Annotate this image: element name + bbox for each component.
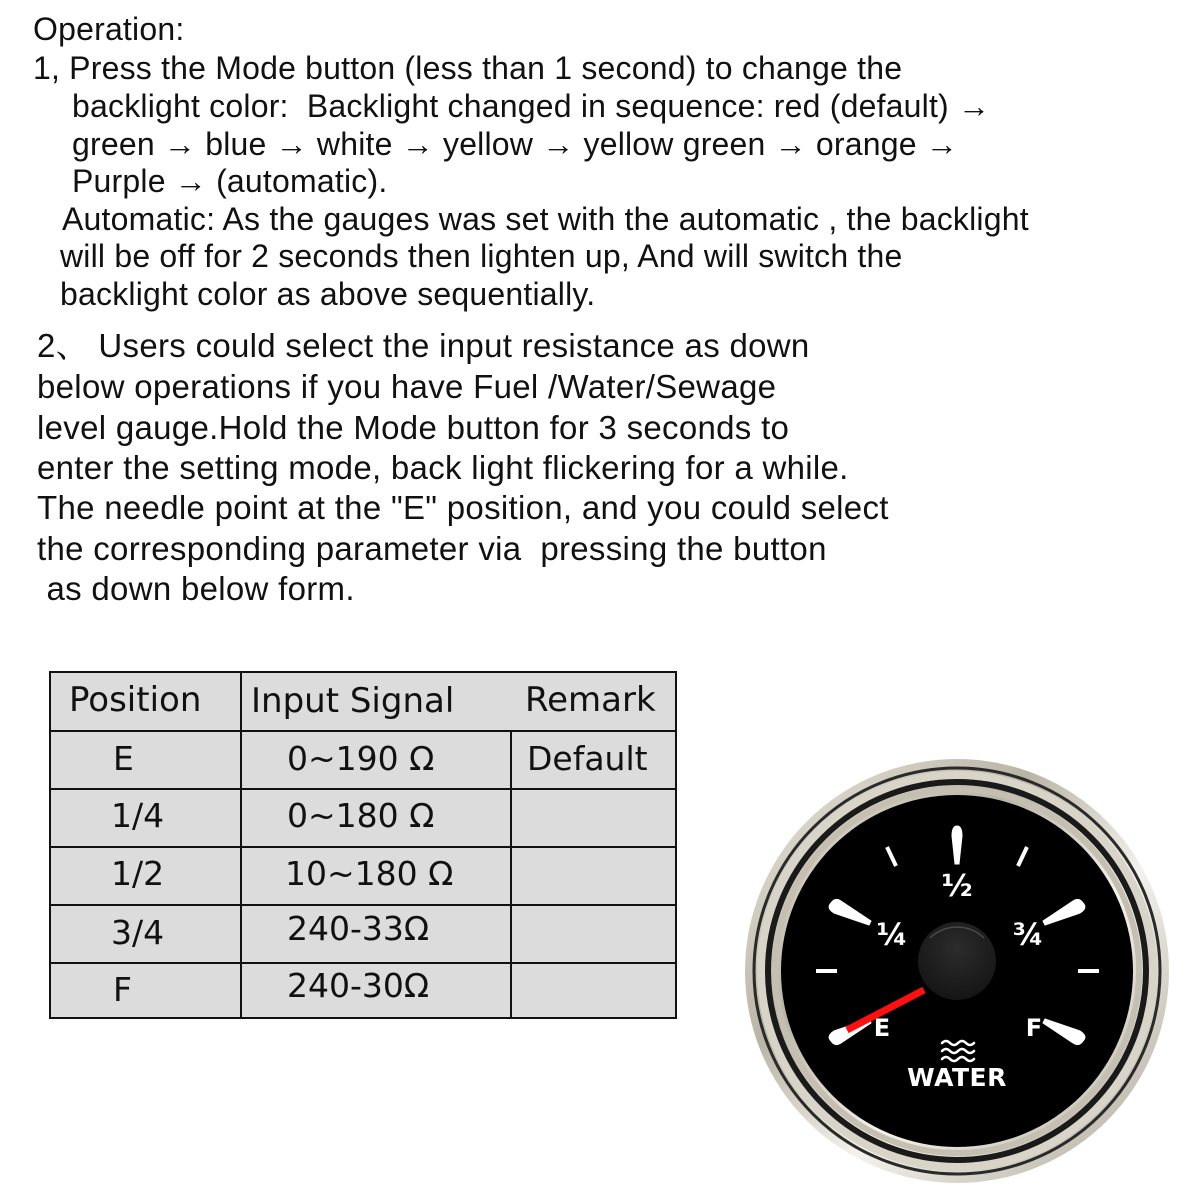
section-2-line: The needle point at the "E" position, and you could select (37, 489, 889, 526)
label-full: F (1025, 1014, 1043, 1042)
section-1-line: backlight color as above sequentially. (60, 276, 596, 312)
cell-position: 1/4 (111, 796, 165, 835)
cell-input-signal: 10~180 Ω (285, 854, 454, 893)
cell-position: 3/4 (111, 913, 165, 952)
table-header-remark: Remark (525, 680, 656, 720)
table-divider (51, 846, 675, 848)
section-2-line: the corresponding parameter via pressing the button (37, 530, 827, 567)
section-1-line: Automatic: As the gauges was set with the automatic , the backlight (62, 201, 1029, 237)
label-empty: E (873, 1014, 891, 1042)
needle-hub (918, 922, 996, 1000)
section-1-line: green → blue → white → yellow → yellow green → orange → (72, 126, 959, 162)
resistance-table (49, 671, 677, 1019)
label-half: ½ (941, 869, 973, 904)
section-2-line: level gauge.Hold the Mode button for 3 seconds to (37, 409, 790, 446)
cell-remark: Default (527, 739, 648, 778)
section-2-line: as down below form. (37, 570, 355, 607)
table-divider (240, 673, 242, 1017)
table-divider (51, 730, 675, 732)
cell-position: E (113, 739, 134, 778)
table-header-input-signal: Input Signal (251, 681, 455, 721)
operation-heading: Operation: (33, 11, 185, 47)
section-1-line: backlight color: Backlight changed in sequence: red (default) → (72, 88, 991, 124)
section-1-line: Purple → (automatic). (72, 163, 388, 199)
section-2-line: 2、 Users could select the input resistance as down (37, 327, 810, 364)
table-divider (51, 962, 675, 964)
cell-input-signal: 240-33Ω (287, 909, 430, 948)
section-2-line: enter the setting mode, back light flickering for a while. (37, 449, 849, 486)
cell-input-signal: 0~180 Ω (287, 796, 435, 835)
label-three-quarter: ¾ (1012, 918, 1044, 953)
cell-input-signal: 0~190 Ω (287, 739, 435, 778)
section-2-line: below operations if you have Fuel /Water/Sewage (37, 368, 777, 405)
section-1-line: will be off for 2 seconds then lighten up, And will switch the (60, 238, 903, 274)
cell-position: F (113, 970, 132, 1009)
section-1-line: 1, Press the Mode button (less than 1 second) to change the (33, 50, 903, 86)
table-divider (51, 788, 675, 790)
gauge-type-label: WATER (907, 1063, 1007, 1092)
table-header-position: Position (69, 680, 202, 720)
table-divider (51, 904, 675, 906)
table-divider (510, 730, 512, 1017)
cell-input-signal: 240-30Ω (287, 966, 430, 1005)
label-quarter: ¼ (876, 918, 908, 953)
water-level-gauge (744, 758, 1170, 1184)
cell-position: 1/2 (111, 854, 165, 893)
